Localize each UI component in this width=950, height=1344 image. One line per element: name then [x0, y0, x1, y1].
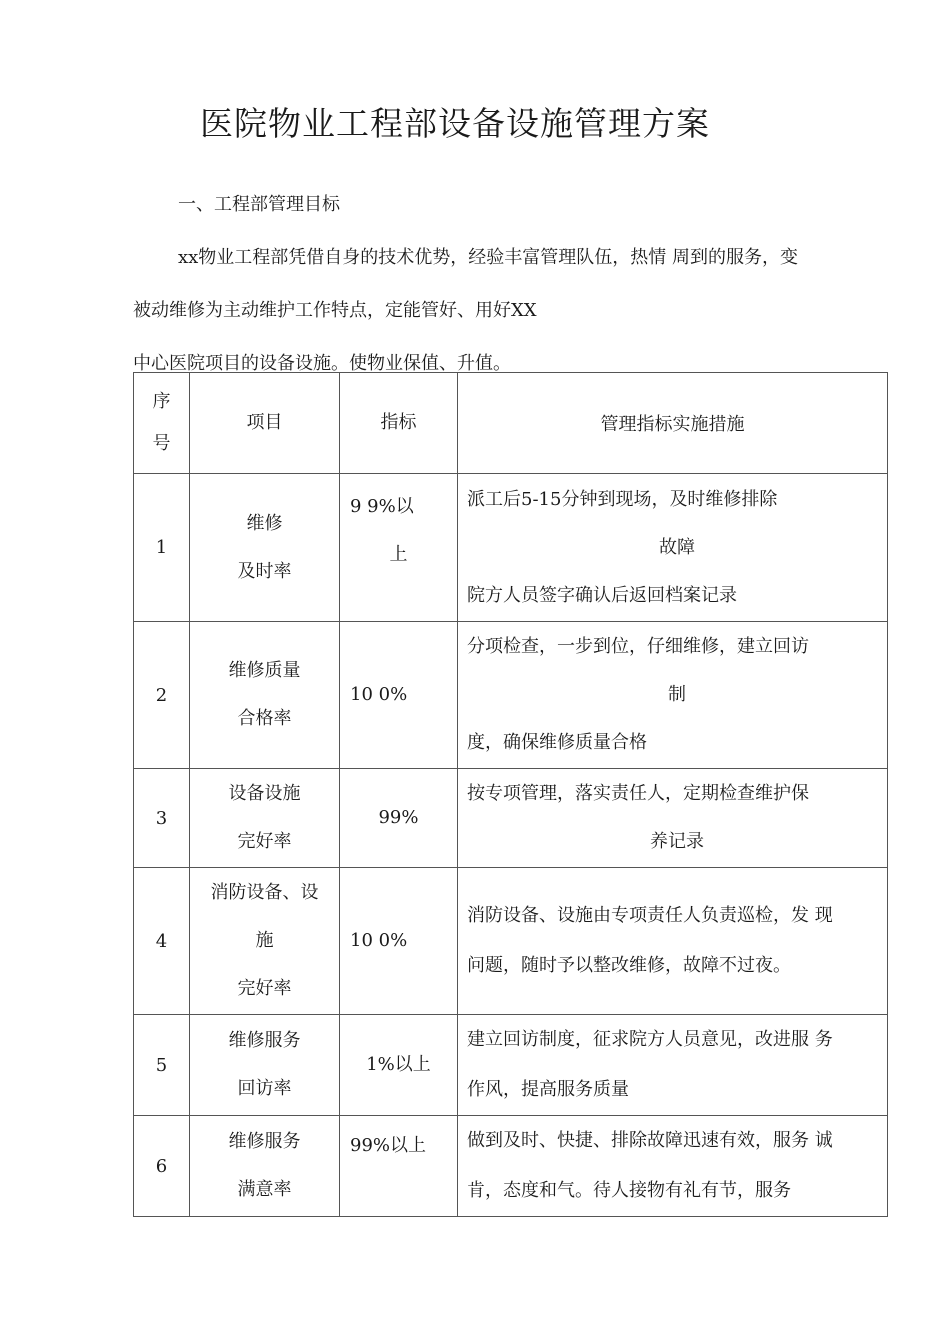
row-measures-line: 做到及时、快捷、排除故障迅速有效，服务 诚 [467, 1130, 833, 1151]
row-index-line: 10 0% [350, 684, 408, 705]
row-measures-line: 建立回访制度，征求院方人员意见，改进服 务 [467, 1029, 833, 1050]
intro-paragraph-line-2: 被动维修为主动维护工作特点，定能管好、用好XX [133, 300, 537, 321]
table-row [134, 769, 888, 868]
row-number: 4 [134, 868, 190, 1015]
row-item-line: 设备设施 [228, 783, 301, 804]
row-item [190, 474, 340, 622]
row-index [340, 1015, 458, 1116]
row-item-line: 维修 [246, 512, 283, 534]
row-item-line: 合格率 [237, 708, 292, 729]
table-header-row [134, 373, 888, 474]
row-measures-line: 制 [668, 684, 686, 705]
row-item-line: 完好率 [237, 978, 292, 999]
row-measures-line: 院方人员签字确认后返回档案记录 [467, 584, 737, 606]
row-index-line: 99%以上 [350, 1135, 427, 1156]
management-targets-table [133, 372, 888, 1217]
row-item-line: 回访率 [237, 1078, 292, 1099]
row-index-line: 9 9%以 [350, 496, 414, 517]
row-measures [458, 868, 888, 1015]
row-measures-line: 派工后5-15分钟到现场，及时维修排除 [467, 488, 778, 510]
row-measures [458, 474, 888, 622]
row-index [340, 622, 458, 769]
row-item [190, 1015, 340, 1116]
row-item-line: 施 [255, 930, 274, 951]
row-measures [458, 1116, 888, 1217]
row-number: 3 [134, 769, 190, 868]
row-measures-line: 分项检查，一步到位，仔细维修，建立回访 [467, 636, 809, 657]
row-index [340, 474, 458, 622]
row-item [190, 622, 340, 769]
row-index [340, 1116, 458, 1217]
intro-paragraph-line-1: xx物业工程部凭借自身的技术优势，经验丰富管理队伍，热情 周到的服务，变 [178, 247, 799, 268]
row-measures-line: 肯，态度和气。待人接物有礼有节，服务 [467, 1180, 791, 1201]
row-index [340, 769, 458, 868]
table-row [134, 474, 888, 622]
row-measures [458, 769, 888, 868]
row-number: 5 [134, 1015, 190, 1116]
row-number: 1 [134, 474, 190, 622]
row-number: 2 [134, 622, 190, 769]
header-item: 项目 [190, 373, 340, 474]
row-item [190, 1116, 340, 1217]
header-index: 指标 [340, 373, 458, 474]
row-index-line: 上 [389, 544, 408, 565]
row-item-line: 及时率 [237, 560, 292, 582]
section-heading: 一、工程部管理目标 [178, 194, 340, 215]
row-measures-line: 按专项管理，落实责任人，定期检查维护保 [467, 783, 809, 804]
table-row [134, 868, 888, 1015]
header-measures: 管理指标实施措施 [458, 373, 888, 474]
row-item-line: 完好率 [237, 831, 292, 852]
row-index-line: 10 0% [350, 930, 408, 951]
row-measures-line: 养记录 [650, 831, 704, 852]
row-index-line: 99% [378, 807, 419, 828]
row-item [190, 868, 340, 1015]
row-index-line: 1%以上 [366, 1054, 431, 1075]
row-item-line: 消防设备、设 [210, 882, 319, 903]
row-measures-line: 问题，随时予以整改维修，故障不过夜。 [467, 955, 791, 976]
intro-paragraph-line-3: 中心医院项目的设备设施。使物业保值、升值。 [133, 353, 511, 374]
row-item [190, 769, 340, 868]
row-index [340, 868, 458, 1015]
table-row [134, 622, 888, 769]
row-item-line: 维修服务 [228, 1030, 301, 1051]
row-measures-line: 作风，提高服务质量 [467, 1079, 629, 1100]
row-measures-line: 度，确保维修质量合格 [467, 732, 647, 753]
row-item-line: 维修服务 [228, 1131, 301, 1152]
row-measures-line: 消防设备、设施由专项责任人负责巡检，发 现 [467, 905, 833, 926]
row-number: 6 [134, 1116, 190, 1217]
header-serial-line-2: 号 [152, 433, 171, 454]
table-row [134, 1116, 888, 1217]
row-measures [458, 1015, 888, 1116]
header-serial-line-1: 序 [152, 391, 171, 412]
row-measures [458, 622, 888, 769]
row-item-line: 满意率 [237, 1179, 292, 1200]
document-title: 医院物业工程部设备设施管理方案 [200, 104, 710, 143]
row-item-line: 维修质量 [228, 660, 301, 681]
row-measures-line: 故障 [659, 536, 695, 558]
table-row [134, 1015, 888, 1116]
header-serial-number [134, 373, 190, 474]
